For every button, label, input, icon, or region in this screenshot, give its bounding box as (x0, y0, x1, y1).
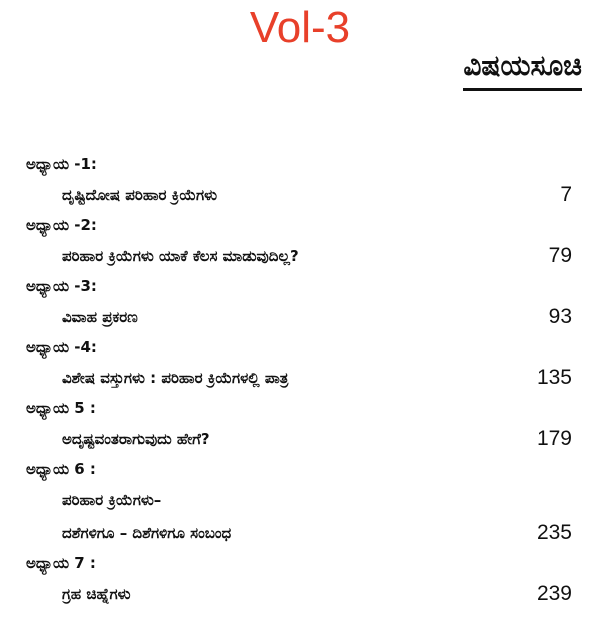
chapter-4-heading: ಅಧ್ಯಾಯ -4: (26, 338, 97, 356)
entry-page-number: 239 (536, 581, 572, 605)
table-of-contents (26, 150, 572, 610)
entry-title: ದಶೆಗಳಿಗೂ – ದಿಶೆಗಳಿಗೂ ಸಂಬಂಧ (62, 523, 232, 542)
chapter-6-heading: ಅಧ್ಯಾಯ 6 : (26, 460, 96, 478)
toc-entry (26, 178, 572, 211)
toc-entry (26, 361, 572, 394)
entry-title: ವಿವಾಹ ಪ್ರಕರಣ (62, 307, 138, 326)
toc-entry (26, 483, 572, 516)
entry-title: ಗ್ರಹ ಚಿಹ್ನೆಗಳು (62, 584, 131, 603)
toc-entry (26, 239, 572, 272)
entry-page-number: 135 (536, 365, 572, 389)
chapter-7-heading: ಅಧ್ಯಾಯ 7 : (26, 554, 96, 572)
contents-title: ವಿಷಯಸೂಚಿ (463, 46, 582, 91)
entry-page-number: 7 (560, 182, 572, 206)
entry-page-number: 93 (548, 304, 572, 328)
entry-page-number: 235 (536, 520, 572, 544)
toc-entry (26, 300, 572, 333)
chapter-5-heading: ಅಧ್ಯಾಯ 5 : (26, 399, 96, 417)
entry-page-number: 79 (548, 243, 572, 267)
chapter-1-heading: ಅಧ್ಯಾಯ -1: (26, 155, 97, 173)
entry-title: ಅದೃಷ್ಟವಂತರಾಗುವುದು ಹೇಗೆ? (62, 429, 210, 448)
chapter-3-heading: ಅಧ್ಯಾಯ -3: (26, 277, 97, 295)
entry-title: ದೃಷ್ಟಿದೋಷ ಪರಿಹಾರ ಕ್ರಿಯೆಗಳು (62, 185, 218, 204)
toc-entry (26, 577, 572, 610)
toc-entry (26, 422, 572, 455)
entry-title: ಪರಿಹಾರ ಕ್ರಿಯೆಗಳು ಯಾಕೆ ಕೆಲಸ ಮಾಡುವುದಿಲ್ಲ? (62, 246, 299, 265)
volume-label: Vol-3 (249, 3, 351, 52)
toc-entry (26, 516, 572, 549)
chapter-2-heading: ಅಧ್ಯಾಯ -2: (26, 216, 97, 234)
entry-title: ಪರಿಹಾರ ಕ್ರಿಯೆಗಳು– (62, 490, 162, 509)
entry-title: ವಿಶೇಷ ವಸ್ತುಗಳು : ಪರಿಹಾರ ಕ್ರಿಯೆಗಳಲ್ಲಿ ಪಾತ್ರ (62, 368, 289, 387)
entry-page-number: 179 (536, 426, 572, 450)
